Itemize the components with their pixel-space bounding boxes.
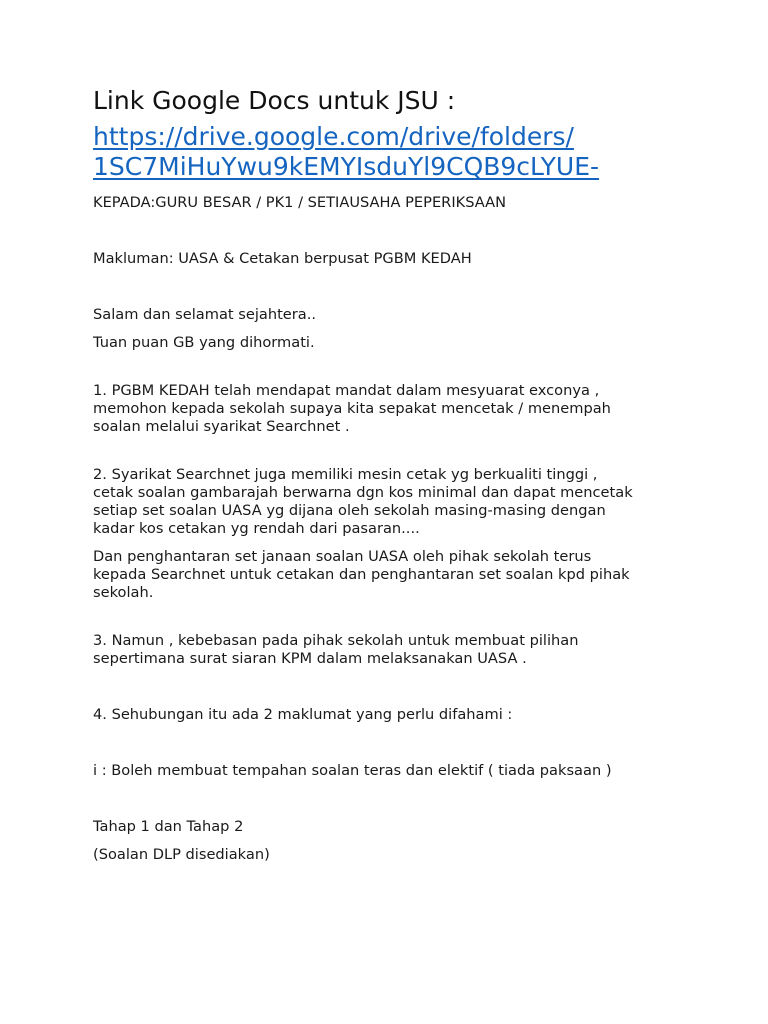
link-line-2: 1SC7MiHuYwu9kEMYIsduYl9CQB9cLYUE- (93, 152, 600, 181)
recipient-line: KEPADA:GURU BESAR / PK1 / SETIAUSAHA PEPERIKSAAN (93, 194, 507, 211)
greeting-line: Salam dan selamat sejahtera.. (93, 306, 317, 323)
point-1-line-3: soalan melalui syarikat Searchnet . (93, 418, 350, 435)
link-line-1: https://drive.google.com/drive/folders/ (93, 122, 574, 151)
document-page (93, 84, 693, 864)
point-2-paragraph (93, 466, 693, 538)
notice-line: Makluman: UASA & Cetakan berpusat PGBM KEDAH (93, 250, 472, 267)
point-3-paragraph (93, 632, 693, 668)
point-3-line-2: sepertimana surat siaran KPM dalam melaksanakan UASA . (93, 650, 527, 667)
point-2-cont-line-1: Dan penghantaran set janaan soalan UASA oleh pihak sekolah terus (93, 548, 592, 565)
salutation-line: Tuan puan GB yang dihormati. (93, 334, 315, 351)
point-2-continuation (93, 548, 693, 602)
point-1-line-2: memohon kepada sekolah supaya kita sepakat mencetak / menempah (93, 400, 611, 417)
point-1-paragraph (93, 382, 693, 436)
point-1-line-1: 1. PGBM KEDAH telah mendapat mandat dalam mesyuarat exconya , (93, 382, 600, 399)
point-4-line: 4. Sehubungan itu ada 2 maklumat yang perlu difahami : (93, 706, 513, 723)
google-drive-link[interactable] (93, 122, 693, 182)
point-3-line-1: 3. Namun , kebebasan pada pihak sekolah untuk membuat pilihan (93, 632, 579, 649)
stage-line: Tahap 1 dan Tahap 2 (93, 818, 244, 835)
point-2-line-4: kadar kos cetakan yg rendah dari pasaran.... (93, 520, 420, 537)
point-2-line-1: 2. Syarikat Searchnet juga memiliki mesin cetak yg berkualiti tinggi , (93, 466, 598, 483)
note-line: (Soalan DLP disediakan) (93, 846, 270, 863)
point-2-cont-line-2: kepada Searchnet untuk cetakan dan penghantaran set soalan kpd pihak (93, 566, 630, 583)
point-2-line-2: cetak soalan gambarajah berwarna dgn kos minimal dan dapat mencetak (93, 484, 633, 501)
point-2-line-3: setiap set soalan UASA yg dijana oleh sekolah masing-masing dengan (93, 502, 606, 519)
item-i-line: i : Boleh membuat tempahan soalan teras dan elektif ( tiada paksaan ) (93, 762, 612, 779)
point-2-cont-line-3: sekolah. (93, 584, 154, 601)
document-title: Link Google Docs untuk JSU : (93, 86, 456, 115)
